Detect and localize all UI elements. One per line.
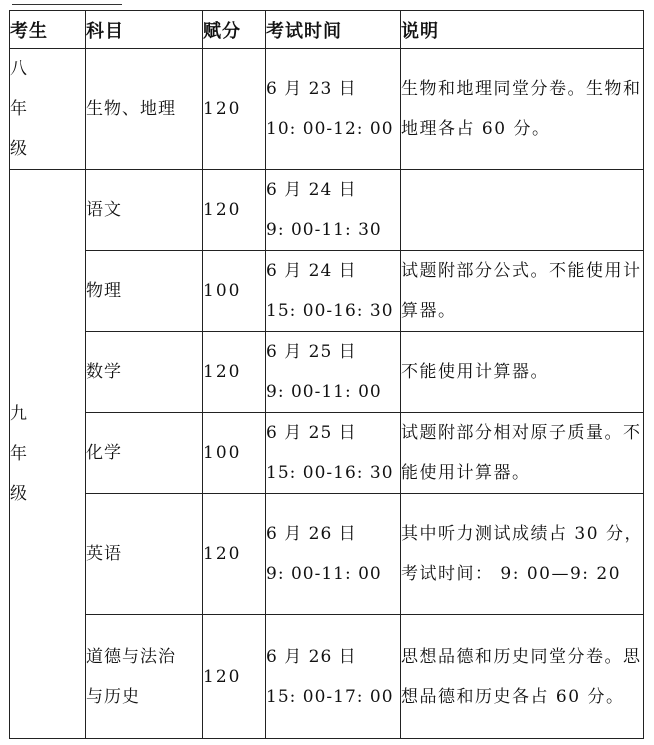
time-cell: 6 月 24 日 15: 00-16: 30	[266, 251, 401, 332]
time-cell: 6 月 25 日 9: 00-11: 00	[266, 332, 401, 413]
table-row	[10, 332, 644, 413]
top-rule	[12, 0, 122, 5]
score-cell: 120	[203, 615, 266, 739]
note-cell: 其中听力测试成绩占 30 分，考试时间： 9: 00—9: 20	[401, 494, 644, 615]
table-row	[10, 251, 644, 332]
subject-cell: 化学	[86, 413, 203, 494]
header-grade: 考生	[10, 11, 86, 49]
header-time: 考试时间	[266, 11, 401, 49]
score-cell: 120	[203, 332, 266, 413]
score-cell: 120	[203, 170, 266, 251]
subject-text: 道德与法治与历史	[86, 646, 176, 707]
time-cell: 6 月 26 日 9: 00-11: 00	[266, 494, 401, 615]
table-row	[10, 49, 644, 170]
header-subject: 科目	[86, 11, 203, 49]
subject-cell: 物理	[86, 251, 203, 332]
grade-9-label: 九年级	[10, 404, 27, 504]
subject-cell: 生物、地理	[86, 49, 203, 170]
time-cell: 6 月 25 日 15: 00-16: 30	[266, 413, 401, 494]
header-note: 说明	[401, 11, 644, 49]
table-row	[10, 170, 644, 251]
table-row	[10, 615, 644, 739]
note-cell	[401, 170, 644, 251]
score-cell: 120	[203, 49, 266, 170]
header-score: 赋分	[203, 11, 266, 49]
note-cell: 不能使用计算器。	[401, 332, 644, 413]
note-cell: 思想品德和历史同堂分卷。思想品德和历史各占 60 分。	[401, 615, 644, 739]
table-row	[10, 413, 644, 494]
grade-8-label: 八年级	[10, 59, 27, 159]
header-row	[10, 11, 644, 49]
time-cell: 6 月 26 日 15: 00-17: 00	[266, 615, 401, 739]
score-cell: 120	[203, 494, 266, 615]
subject-cell	[86, 615, 203, 739]
subject-cell: 英语	[86, 494, 203, 615]
grade-cell-9	[10, 170, 86, 739]
note-cell: 试题附部分公式。不能使用计算器。	[401, 251, 644, 332]
note-cell: 试题附部分相对原子质量。不能使用计算器。	[401, 413, 644, 494]
grade-cell-8	[10, 49, 86, 170]
subject-cell: 语文	[86, 170, 203, 251]
note-cell: 生物和地理同堂分卷。生物和地理各占 60 分。	[401, 49, 644, 170]
score-cell: 100	[203, 413, 266, 494]
score-cell: 100	[203, 251, 266, 332]
time-cell: 6 月 23 日 10: 00-12: 00	[266, 49, 401, 170]
time-cell: 6 月 24 日 9: 00-11: 30	[266, 170, 401, 251]
table-row	[10, 494, 644, 615]
exam-schedule-table	[9, 10, 644, 739]
subject-cell: 数学	[86, 332, 203, 413]
